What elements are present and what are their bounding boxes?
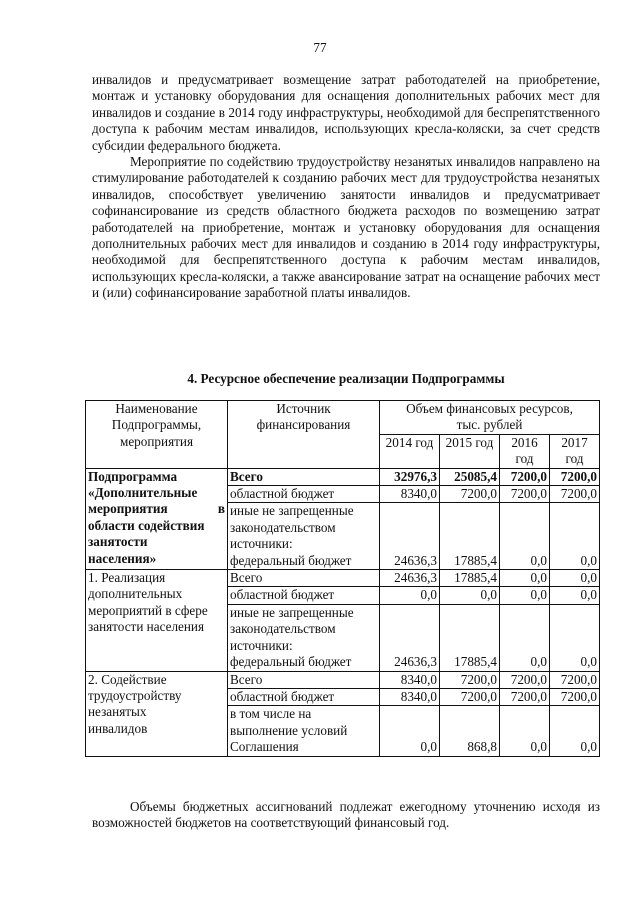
source-cell: областной бюджет — [228, 587, 380, 604]
value-cell: 7200,0 — [500, 486, 550, 503]
page-number: 77 — [313, 40, 327, 55]
value-cell: 0,0 — [380, 706, 440, 756]
header-year: 2017 год — [550, 434, 600, 468]
value-cell: 8340,0 — [380, 671, 440, 688]
value-cell: 0,0 — [500, 604, 550, 671]
header-volume: Объем финансовых ресурсов, тыс. рублей — [380, 401, 600, 435]
value-cell: 0,0 — [500, 570, 550, 587]
program-name-cell: Подпрограмма «Дополнительные мероприятия в области содействия занятости населения» — [86, 468, 228, 569]
header-name: Наименование Подпрограммы, мероприятия — [86, 401, 228, 469]
value-cell: 0,0 — [500, 503, 550, 570]
value-cell: 17885,4 — [440, 570, 500, 587]
value-cell: 8340,0 — [380, 486, 440, 503]
table-row — [86, 468, 600, 485]
source-cell: иные не запрещенные законодательством источники: федеральный бюджет — [228, 503, 380, 570]
header-year: 2015 год — [440, 434, 500, 468]
source-cell: областной бюджет — [228, 688, 380, 705]
value-cell: 7200,0 — [500, 671, 550, 688]
value-cell: 24636,3 — [380, 503, 440, 570]
value-cell: 0,0 — [550, 570, 600, 587]
value-cell: 32976,3 — [380, 468, 440, 485]
source-cell: иные не запрещенные законодательством источники: федеральный бюджет — [228, 604, 380, 671]
value-cell: 7200,0 — [500, 468, 550, 485]
source-cell: Всего — [228, 671, 380, 688]
value-cell: 7200,0 — [440, 671, 500, 688]
value-cell: 7200,0 — [550, 486, 600, 503]
value-cell: 7200,0 — [550, 688, 600, 705]
value-cell: 8340,0 — [380, 688, 440, 705]
value-cell: 0,0 — [550, 503, 600, 570]
header-source: Источник финансирования — [228, 401, 380, 469]
paragraph-employment-measure: Мероприятие по содействию трудоустройству незанятых инвалидов направлено на стимулирование работодателей к созданию рабочих мест для трудоустройства незанятых инвалидов, способствует увеличению занятости инвалидов и предусматривает софинансирование из средств областного бюджета расходов по возмещению затрат работодателей на приобретение, монтаж и установку оборудования для оснащения дополнительных рабочих мест для инвалидов и созданию в 2014 году инфраструктуры, необходимой для беспрепятственного доступа к рабочим местам инвалидов, использующих кресла-коляски, а также авансирование затрат на оснащение рабочих мест и (или) софинансирование заработной платы инвалидов. — [92, 154, 600, 301]
value-cell: 17885,4 — [440, 503, 500, 570]
value-cell: 0,0 — [550, 604, 600, 671]
value-cell: 17885,4 — [440, 604, 500, 671]
value-cell: 868,8 — [440, 706, 500, 756]
header-year: 2014 год — [380, 434, 440, 468]
body-text — [92, 72, 600, 302]
paragraph-budget-note: Объемы бюджетных ассигнований подлежат ежегодному уточнению исходя из возможностей бюджетов на соответствующий финансовый год. — [92, 799, 600, 831]
table-row — [86, 570, 600, 587]
measure-name-cell: 1. Реализация дополнительных мероприятий в сфере занятости населения — [86, 570, 228, 671]
header-year: 2016 год — [500, 434, 550, 468]
value-cell: 7200,0 — [440, 486, 500, 503]
measure-name-cell: 2. Содействие трудоустройству незанятых инвалидов — [86, 671, 228, 756]
value-cell: 7200,0 — [440, 688, 500, 705]
section-heading: 4. Ресурсное обеспечение реализации Подпрограммы — [187, 371, 505, 386]
value-cell: 0,0 — [500, 587, 550, 604]
value-cell: 0,0 — [550, 706, 600, 756]
table-row — [86, 671, 600, 688]
value-cell: 0,0 — [440, 587, 500, 604]
value-cell: 0,0 — [380, 587, 440, 604]
footer-text — [92, 799, 600, 832]
value-cell: 7200,0 — [550, 468, 600, 485]
source-cell: областной бюджет — [228, 486, 380, 503]
value-cell: 0,0 — [500, 706, 550, 756]
resource-table — [85, 400, 600, 757]
source-cell: Всего — [228, 570, 380, 587]
paragraph-continuation: инвалидов и предусматривает возмещение затрат работодателей на приобретение, монтаж и установку оборудования для оснащения дополнительных рабочих мест для инвалидов и создание в 2014 году инфраструктуры, необходимой для беспрепятственного доступа к рабочим местам инвалидов, использующих кресла-коляски, за счет средств субсидии федерального бюджета. — [92, 72, 600, 153]
value-cell: 24636,3 — [380, 604, 440, 671]
value-cell: 7200,0 — [500, 688, 550, 705]
source-cell: Всего — [228, 468, 380, 485]
value-cell: 24636,3 — [380, 570, 440, 587]
value-cell: 0,0 — [550, 587, 600, 604]
value-cell: 25085,4 — [440, 468, 500, 485]
table-header-row — [86, 401, 600, 435]
source-cell: в том числе на выполнение условий Соглашения — [228, 706, 380, 756]
value-cell: 7200,0 — [550, 671, 600, 688]
